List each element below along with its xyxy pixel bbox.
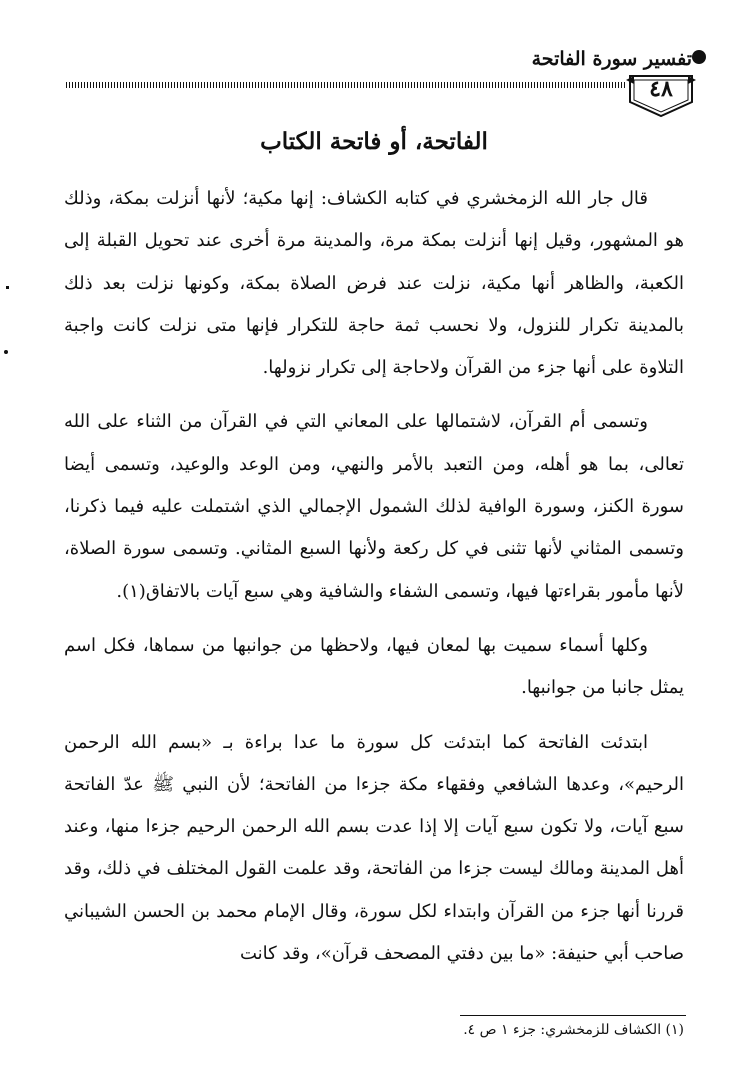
page-number: ٤٨	[649, 76, 673, 102]
paragraph: ابتدئت الفاتحة كما ابتدئت كل سورة ما عدا براءة بـ «بسم الله الرحمن الرحيم»، وعدها الشافعي وفقهاء مكة جزءا من الفاتحة؛ لأن النبي ﷺ عدّ الفاتحة سبع آيات، ولا تكون سبع آيات إلا إذا عدت بسم الله الرحمن الرحيم جزءا منها، وعند أهل المدينة ومالك ليست جزءا من الفاتحة، وقد علمت القول المختلف في ذلك، وقد قررنا أنها جزء من القرآن وابتداء لكل سورة، وقال الإمام محمد بن الحسن الشيباني صاحب أبي حنيفة: «ما بين دفتي المصحف قرآن»، وقد كانت	[64, 731, 684, 965]
header-rule	[66, 82, 626, 88]
page-number-badge	[626, 62, 696, 118]
footnote: (١) الكشاف للزمخشري: جزء ١ ص ٤.	[463, 1022, 684, 1038]
margin-mark	[6, 286, 9, 289]
footnote-rule	[460, 1015, 686, 1016]
paragraph: وتسمى أم القرآن، لاشتمالها على المعاني التي في القرآن من الثناء على الله تعالى، بما هو أهله، ومن التعبد بالأمر والنهي، ومن الوعد والوعيد، وتسمى أيضا سورة الكنز، وسورة الوافية لذلك الشمول الإجمالي الذي اشتملت عليه فيما ذكرنا، وتسمى المثاني لأنها تثنى في كل ركعة ولأنها السبع المثاني. وتسمى سورة الصلاة، لأنها مأمور بقراءتها فيها، وتسمى الشفاء والشافية وهي سبع آيات بالاتفاق(١).	[64, 411, 684, 602]
paragraph: وكلها أسماء سميت بها لمعان فيها، ولاحظها من جوانبها من سماها، فكل اسم يمثل جانبا من جوانبها.	[64, 634, 684, 699]
page-header	[66, 44, 706, 114]
margin-mark	[4, 350, 8, 354]
chapter-title: الفاتحة، أو فاتحة الكتاب	[260, 128, 488, 155]
body-text	[64, 178, 684, 987]
running-title: تفسير سورة الفاتحة	[531, 48, 692, 70]
paragraph: قال جار الله الزمخشري في كتابه الكشاف: إنها مكية؛ لأنها أنزلت بمكة، وذلك هو المشهور، وقيل إنها أنزلت بمكة مرة، والمدينة مرة أخرى عند تحويل القبلة إلى الكعبة، والظاهر أنها مكية، نزلت عند فرض الصلاة بمكة، وكونها نزلت بعد ذلك بالمدينة تكرار للنزول، ولا نحسب ثمة حاجة للتكرار فإنها متى نزلت كانت واجبة التلاوة على أنها جزء من القرآن ولاحاجة إلى تكرار نزولها.	[64, 188, 684, 379]
